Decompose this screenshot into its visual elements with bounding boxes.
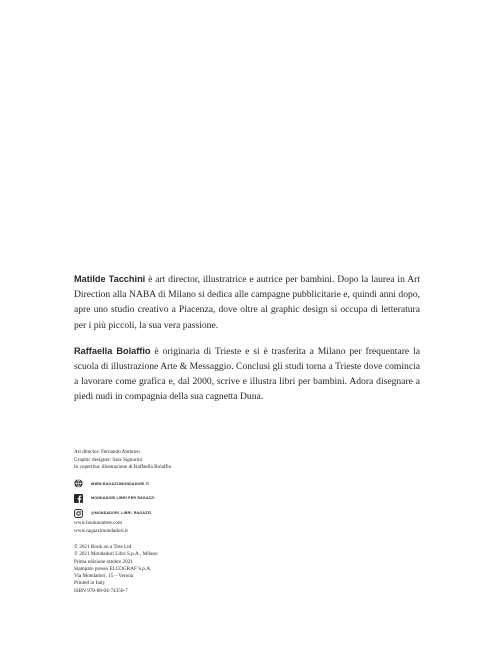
printer-line: Stampato presso ELCOGRAF S.p.A. (74, 565, 152, 572)
legal-info (74, 544, 158, 595)
printer-address-line: Via Mondadori, 15 – Verona (74, 573, 134, 580)
social-links (74, 477, 155, 521)
bio-name: Raffaella Bolaffio (74, 345, 151, 356)
copyright-line: © 2021 Book on a Tree Ltd (74, 544, 132, 550)
website-links (74, 519, 128, 535)
social-item-facebook[interactable] (74, 492, 155, 505)
website-link[interactable]: www.bookonatree.com (74, 520, 123, 526)
credits-block (74, 449, 171, 472)
instagram-icon (74, 509, 83, 518)
facebook-icon (74, 494, 83, 503)
bio-text: è art director, illustratrice e autrice per bambini. Dopo la laurea in Art Direction alla NABA di Milano si dedica alle campagne pubblicitarie e, quindi anni dopo, apre uno studio creativo a Piacenza, dove oltre al graphic design si occupa di letteratura per i più piccoli, la sua vera passione. (74, 274, 420, 331)
credit-art-director: Art director: Fernando Ambrosi (74, 449, 140, 455)
globe-icon (74, 479, 83, 488)
social-item-website[interactable] (74, 477, 155, 490)
social-item-instagram[interactable] (74, 507, 155, 520)
bio-text: è originaria di Trieste e si è trasferita a Milano per frequentare la scuola di illustrazione Arte & Messaggio. Conclusi gli studi torna a Trieste dove comincia a lavorare come grafica e, dal 2000, scrive e illustra libri per bambini. Adora disegnare a piedi nudi in compagnia della sua cagnetta Duna. (74, 345, 420, 403)
isbn-line: ISBN 978-88-04-74350-7 (74, 587, 128, 594)
social-label: MONDADORI LIBRI PER RAGAZZI (91, 496, 155, 501)
credit-graphic-designer: Graphic designer: Sara Signorini (74, 456, 143, 463)
printed-in-line: Printed in Italy (74, 580, 106, 587)
bio-raffaella-bolaffio (74, 344, 420, 405)
social-label: @MONDADORI_LIBRI_RAGAZZI (91, 511, 152, 516)
author-bios (74, 272, 420, 416)
copyright-line: © 2021 Mondadori Libri S.p.A., Milano (74, 551, 158, 558)
bio-matilde-tacchini (74, 272, 420, 333)
social-label: WWW.RAGAZZIMONDADORI.IT (91, 481, 150, 486)
credit-cover: In copertina: illustrazione di Raffaella Bolaffio (74, 464, 172, 471)
bio-name: Matilde Tacchini (74, 274, 146, 284)
website-link[interactable]: www.ragazzimondadori.it (74, 528, 128, 534)
edition-line: Prima edizione ottobre 2021 (74, 558, 133, 565)
